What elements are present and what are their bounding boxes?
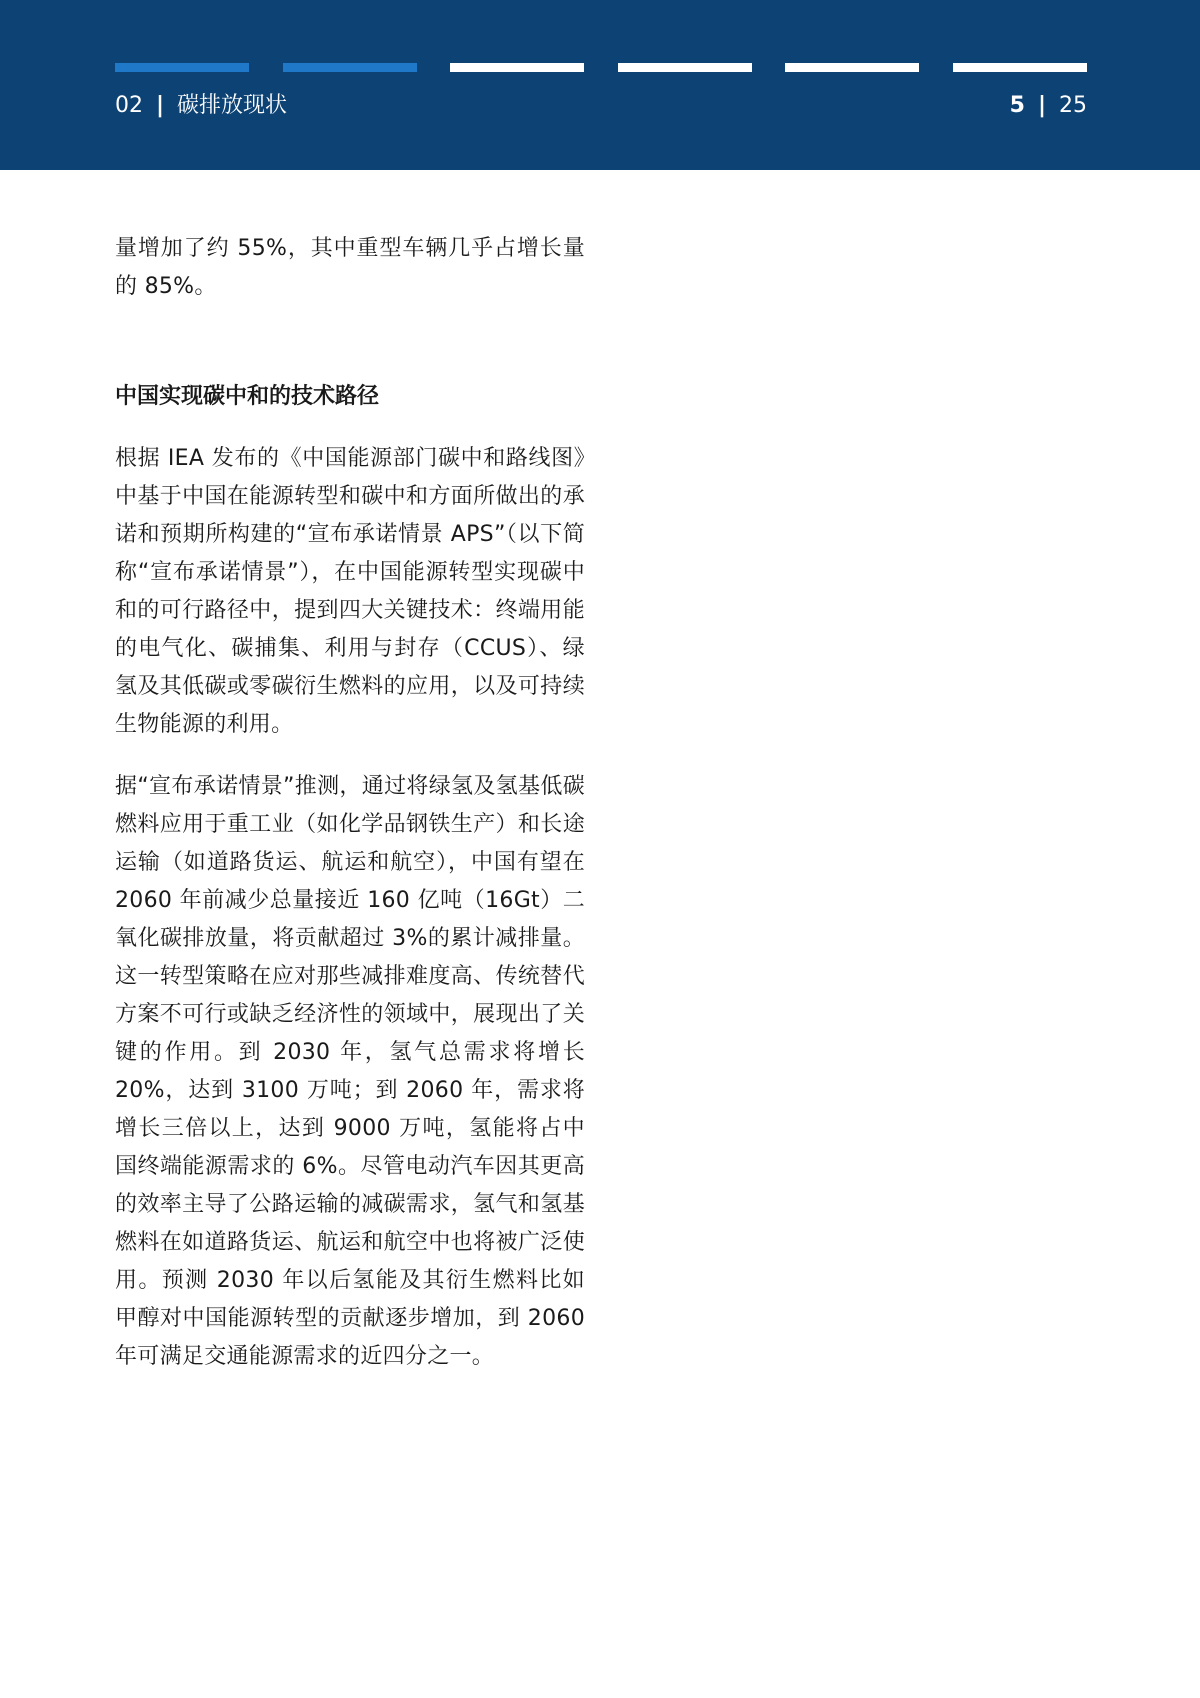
section-separator: | — [156, 93, 165, 118]
section-progress-bar — [115, 63, 1087, 73]
page-separator: | — [1037, 93, 1046, 118]
progress-segment — [283, 63, 417, 72]
section-label — [115, 90, 287, 122]
main-content — [115, 230, 585, 1376]
progress-segment — [618, 63, 752, 72]
section-number: 02 — [115, 93, 143, 118]
body-paragraph-1: 根据 IEA 发布的《中国能源部门碳中和路线图》中基于中国在能源转型和碳中和方面所做出的承诺和预期所构建的“宣布承诺情景 APS”（以下简称“宣布承诺情景”），在中国能源转型实现碳中和的可行路径中，提到四大关键技术：终端用能的电气化、碳捕集、利用与封存（CCUS）、绿氢及其低碳或零碳衍生燃料的应用，以及可持续生物能源的利用。 — [115, 446, 585, 737]
progress-segment — [115, 63, 249, 72]
page-header — [0, 0, 1200, 170]
progress-segment — [450, 63, 584, 72]
total-pages: 25 — [1059, 93, 1087, 118]
section-title: 碳排放现状 — [177, 93, 288, 118]
progress-segment — [785, 63, 919, 72]
section-heading: 中国实现碳中和的技术路径 — [115, 384, 380, 409]
current-page: 5 — [1009, 93, 1025, 118]
page-number — [1010, 90, 1087, 122]
lead-paragraph: 量增加了约 55%，其中重型车辆几乎占增长量的 85%。 — [115, 236, 585, 299]
progress-segment — [953, 63, 1087, 72]
body-paragraph-2: 据“宣布承诺情景”推测，通过将绿氢及氢基低碳燃料应用于重工业（如化学品钢铁生产）和长途运输（如道路货运、航运和航空），中国有望在 2060 年前减少总量接近 160 亿吨（16Gt）二氧化碳排放量，将贡献超过 3%的累计减排量。这一转型策略在应对那些减排难度高、传统替代方案不可行或缺乏经济性的领域中，展现出了关键的作用。到 2030 年，氢气总需求将增长 20%，达到 3100 万吨；到 2060 年，需求将增长三倍以上，达到 9000 万吨，氢能将占中国终端能源需求的 6%。尽管电动汽车因其更高的效率主导了公路运输的减碳需求，氢气和氢基燃料在如道路货运、航运和航空中也将被广泛使用。预测 2030 年以后氢能及其衍生燃料比如甲醇对中国能源转型的贡献逐步增加，到 2060 年可满足交通能源需求的近四分之一。 — [115, 774, 585, 1369]
